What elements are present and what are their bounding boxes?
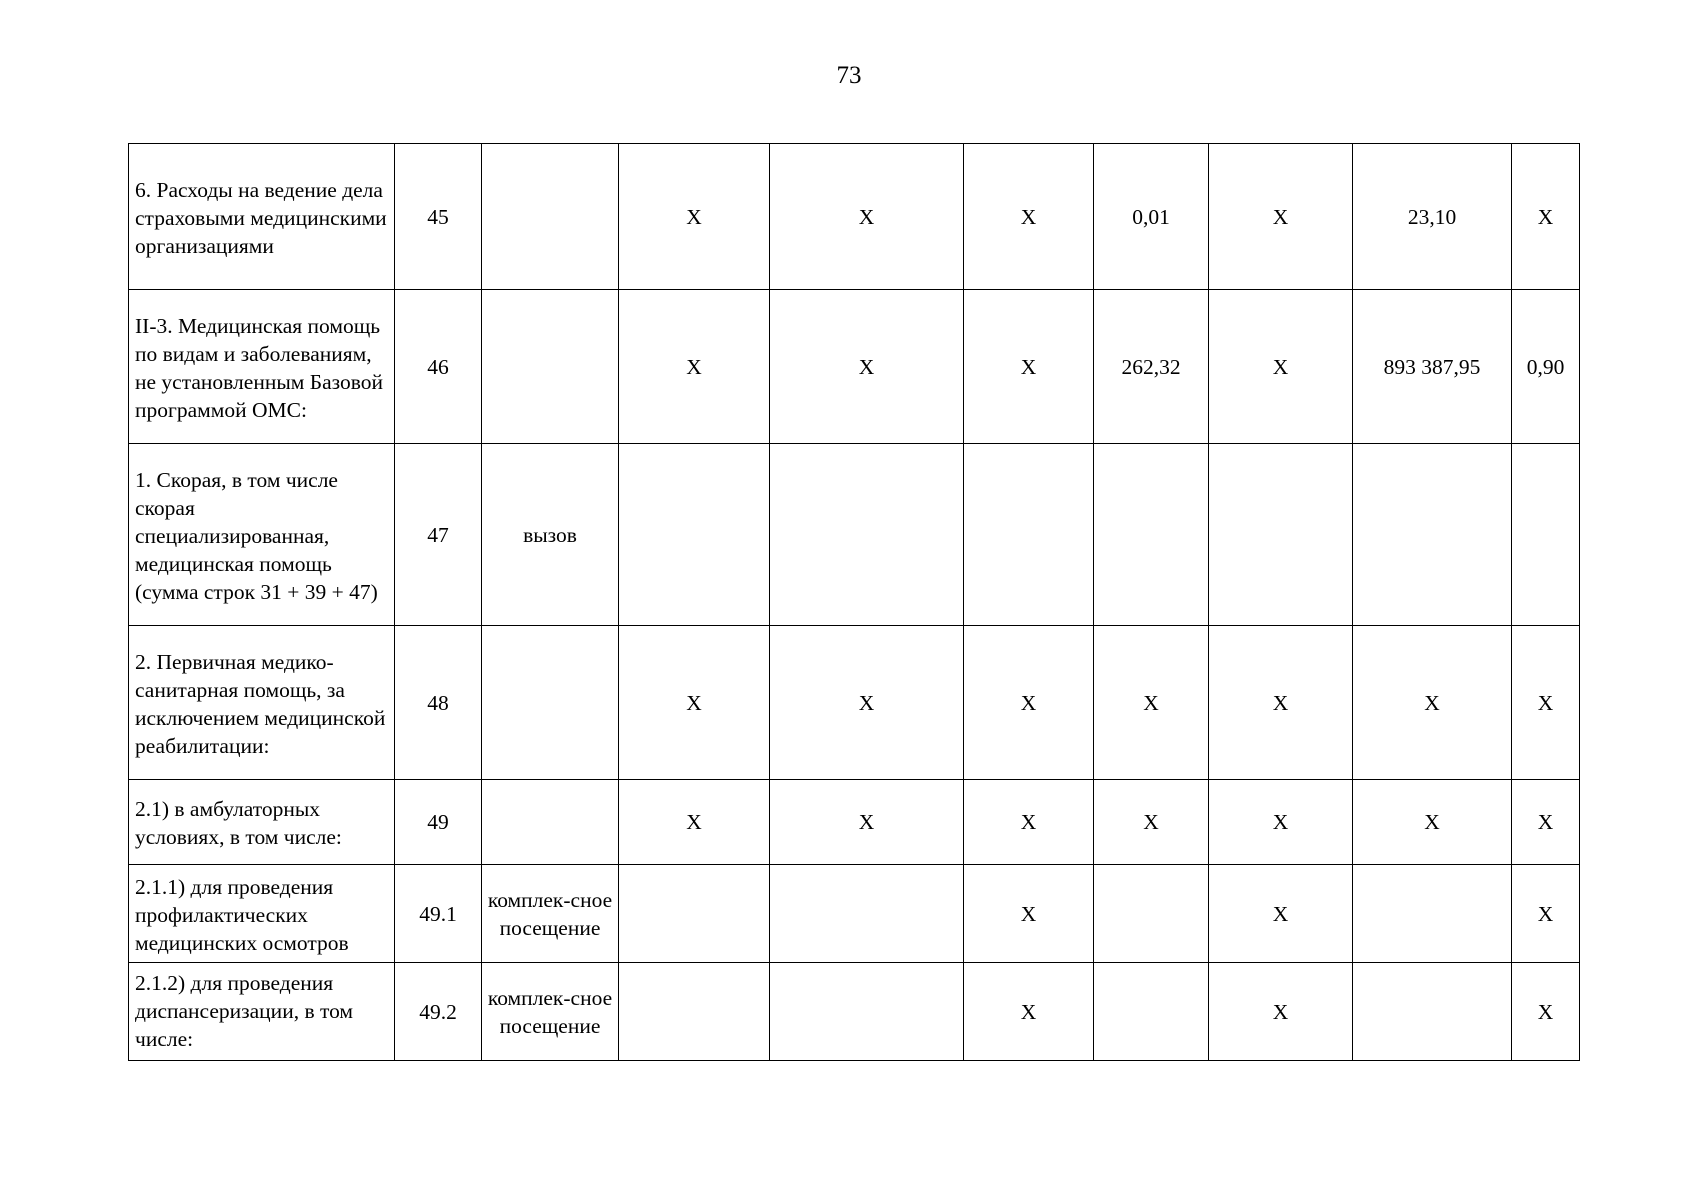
row-code: 49 (395, 780, 482, 865)
cell: X (770, 780, 964, 865)
cell (770, 963, 964, 1061)
cell: X (1209, 963, 1353, 1061)
table-row (129, 865, 1580, 963)
cell: X (1209, 144, 1353, 290)
row-code: 49.1 (395, 865, 482, 963)
row-name: 1. Скорая, в том числе скорая специализированная, медицинская помощь (сумма строк 31 + 39 + 47) (129, 444, 395, 626)
row-name: 6. Расходы на ведение дела страховыми медицинскими организациями (129, 144, 395, 290)
cell (619, 865, 770, 963)
cell: X (964, 780, 1094, 865)
row-unit: комплек-сное посещение (482, 963, 619, 1061)
cell: X (619, 626, 770, 780)
cell: 23,10 (1353, 144, 1512, 290)
cell: 262,32 (1094, 290, 1209, 444)
cell (1512, 444, 1580, 626)
cell: X (770, 290, 964, 444)
table-row (129, 290, 1580, 444)
cell: X (964, 144, 1094, 290)
table-row (129, 444, 1580, 626)
row-unit (482, 144, 619, 290)
table-row (129, 626, 1580, 780)
row-code: 48 (395, 626, 482, 780)
row-unit: комплек-сное посещение (482, 865, 619, 963)
row-unit: вызов (482, 444, 619, 626)
cell (1094, 865, 1209, 963)
table-row (129, 963, 1580, 1061)
cell: X (1512, 626, 1580, 780)
cell (1209, 444, 1353, 626)
row-name: 2.1.2) для проведения диспансеризации, в том числе: (129, 963, 395, 1061)
cell: X (1209, 290, 1353, 444)
cell: X (964, 865, 1094, 963)
data-table (128, 143, 1580, 1061)
row-code: 47 (395, 444, 482, 626)
cell: X (1353, 780, 1512, 865)
row-name: 2. Первичная медико-санитарная помощь, за исключением медицинской реабилитации: (129, 626, 395, 780)
cell: 0,90 (1512, 290, 1580, 444)
cell (619, 444, 770, 626)
row-code: 46 (395, 290, 482, 444)
row-code: 45 (395, 144, 482, 290)
cell: X (1512, 780, 1580, 865)
row-unit (482, 780, 619, 865)
cell: X (619, 290, 770, 444)
cell: X (1209, 626, 1353, 780)
cell: X (1094, 780, 1209, 865)
cell: X (1512, 144, 1580, 290)
cell: X (1353, 626, 1512, 780)
cell: X (619, 780, 770, 865)
cell (1094, 444, 1209, 626)
table-row (129, 144, 1580, 290)
cell: X (1209, 780, 1353, 865)
cell (619, 963, 770, 1061)
cell (770, 865, 964, 963)
page-number: 73 (836, 62, 862, 89)
row-name: 2.1) в амбулаторных условиях, в том числе: (129, 780, 395, 865)
cell: X (770, 144, 964, 290)
row-unit (482, 626, 619, 780)
row-code: 49.2 (395, 963, 482, 1061)
cell: X (1512, 963, 1580, 1061)
cell: X (1094, 626, 1209, 780)
cell: X (770, 626, 964, 780)
table-row (129, 780, 1580, 865)
cell: X (964, 963, 1094, 1061)
cell: 0,01 (1094, 144, 1209, 290)
row-name: 2.1.1) для проведения профилактических медицинских осмотров (129, 865, 395, 963)
row-unit (482, 290, 619, 444)
cell (1353, 865, 1512, 963)
cell (964, 444, 1094, 626)
cell: X (619, 144, 770, 290)
cell (1094, 963, 1209, 1061)
cell: X (1512, 865, 1580, 963)
cell: X (964, 626, 1094, 780)
cell (1353, 444, 1512, 626)
cell: 893 387,95 (1353, 290, 1512, 444)
cell: X (964, 290, 1094, 444)
cell (1353, 963, 1512, 1061)
cell: X (1209, 865, 1353, 963)
row-name: II-3. Медицинская помощь по видам и заболеваниям, не установленным Базовой программой ОМС: (129, 290, 395, 444)
cell (770, 444, 964, 626)
